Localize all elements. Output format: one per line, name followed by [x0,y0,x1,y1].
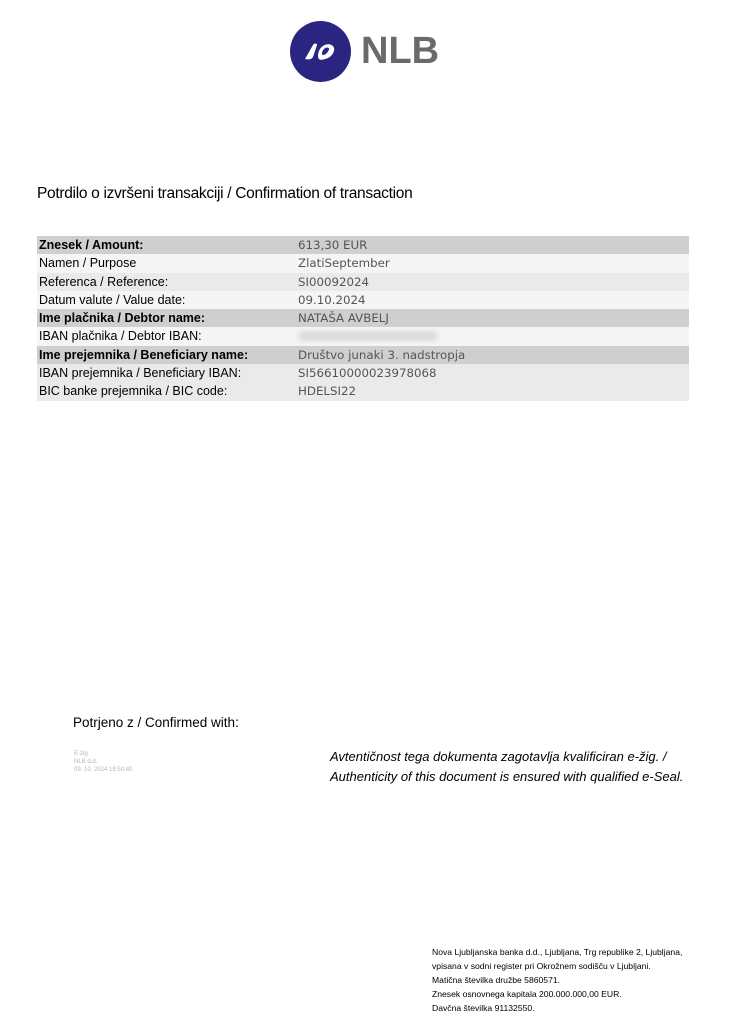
nlb-logo-icon [290,21,351,82]
footer-line: Davčna številka 91132550. [432,1003,535,1013]
table-row-reference [37,273,689,291]
label-purpose: Namen / Purpose [39,256,137,271]
table-row-debtor-iban [37,327,689,345]
label-beneficiary-iban: IBAN prejemnika / Beneficiary IBAN: [39,366,242,381]
footer-line: vpisana v sodni register pri Okrožnem sodišču v Ljubljani. [432,961,651,971]
label-amount: Znesek / Amount: [39,238,144,252]
nlb-emblem-icon [301,39,341,63]
table-row-bic [37,382,689,400]
table-row-purpose [37,254,689,272]
value-purpose: ZlatiSeptember [298,256,390,271]
bank-footer [432,945,682,1015]
table-row-beneficiary-name [37,346,689,364]
value-debtor-name: NATAŠA AVBELJ [298,311,389,326]
nlb-logo [290,20,439,82]
footer-line: Znesek osnovnega kapitala 200.000.000,00 EUR. [432,989,622,999]
authenticity-statement [330,747,683,787]
authenticity-line-sl: Avtentičnost tega dokumenta zagotavlja kvalificiran e-žig. / [330,749,667,764]
footer-line: Nova Ljubljanska banka d.d., Ljubljana, Trg republike 2, Ljubljana, [432,947,683,957]
footer-line: Matična številka družbe 5860571. [432,975,561,985]
table-row-amount [37,236,689,254]
value-value-date: 09.10.2024 [298,292,366,307]
label-reference: Referenca / Reference: [39,274,169,289]
value-beneficiary-name: Društvo junaki 3. nadstropja [298,347,466,362]
confirmed-with-label: Potrjeno z / Confirmed with: [73,715,239,730]
label-debtor-name: Ime plačnika / Debtor name: [39,311,206,326]
nlb-logo-text: NLB [361,30,440,72]
table-row-beneficiary-iban [37,364,689,382]
transaction-table [37,236,689,401]
value-bic: HDELSI22 [298,384,356,399]
value-reference: SI00092024 [298,274,370,289]
value-amount: 613,30 EUR [298,238,368,252]
label-bic: BIC banke prejemnika / BIC code: [39,384,228,399]
value-debtor-iban-redacted [298,327,689,345]
e-seal-stamp [74,750,132,774]
redaction-blur [298,331,438,341]
authenticity-line-en: Authenticity of this document is ensured with qualified e-Seal. [330,769,684,784]
seal-line: 09. 10. 2024 19:50:40 [74,767,133,773]
document-title: Potrdilo o izvršeni transakciji / Confirmation of transaction [37,185,413,202]
table-row-debtor-name [37,309,689,327]
seal-line: E-žig [74,751,88,757]
label-beneficiary-name: Ime prejemnika / Beneficiary name: [39,347,249,362]
table-row-value-date [37,291,689,309]
label-value-date: Datum valute / Value date: [39,292,186,307]
value-beneficiary-iban: SI56610000023978068 [298,366,437,381]
seal-line: NLB d.d. [74,759,98,765]
label-debtor-iban: IBAN plačnika / Debtor IBAN: [39,329,202,344]
